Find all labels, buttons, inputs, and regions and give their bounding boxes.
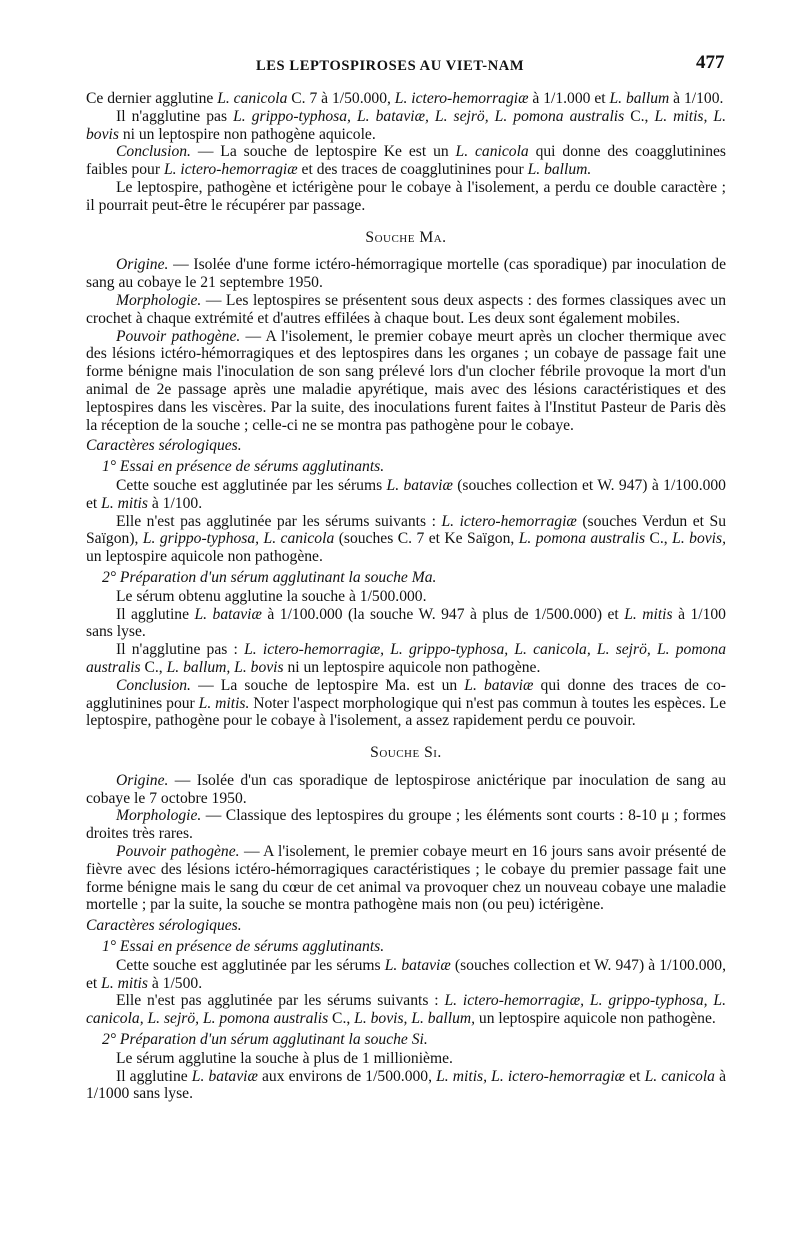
paragraph-si-essai-agglutinee: Cette souche est agglutinée par les sérums L. bataviæ (souches collection et W. 947) à 1/100.000, et L. mitis à 1/500. bbox=[86, 956, 726, 992]
paragraph-si-origine: Origine. — Isolée d'un cas sporadique de leptospirose anictérique par inoculation de sang au cobaye le 7 octobre 1950. bbox=[86, 771, 726, 807]
paragraph-ke-agglutination: Ce dernier agglutine L. canicola C. 7 à 1/50.000, L. ictero-hemorragiæ à 1/1.000 et L. ballum à 1/100. bbox=[86, 90, 724, 107]
subheading-ma-preparation: 2° Préparation d'un sérum agglutinant la souche Ma. bbox=[102, 568, 437, 586]
header-title: LES LEPTOSPIROSES AU VIET-NAM bbox=[256, 58, 525, 74]
paragraph-ke-conclusion: Conclusion. — La souche de leptospire Ke est un L. canicola qui donne des coagglutinines faibles pour L. ictero-hemorragiæ et des traces de coagglutinines pour L. ballum. bbox=[86, 143, 726, 179]
subheading-ma-caracteres: Caractères sérologiques. bbox=[86, 437, 242, 455]
subheading-si-preparation: 2° Préparation d'un sérum agglutinant la souche Si. bbox=[102, 1031, 428, 1049]
paragraph-ma-serum-obtenu: Le sérum obtenu agglutine la souche à 1/500.000. bbox=[116, 587, 427, 605]
paragraph-ke-non-agglutination: Il n'agglutine pas L. grippo-typhosa, L. bataviæ, L. sejrö, L. pomona australis C., L. mitis, L. bovis ni un leptospire non pathogène aquicole. bbox=[86, 107, 726, 143]
section-title-souche-si: Souche Si. bbox=[370, 744, 442, 762]
paragraph-ma-conclusion: Conclusion. — La souche de leptospire Ma. est un L. bataviæ qui donne des traces de co-agglutinines pour L. mitis. Noter l'aspect morphologique qui n'est pas commun à toutes les espèces. Le leptospire, pathogène pour le cobaye à l'isolement, a assez rapidement perdu ce pouvoir. bbox=[86, 676, 726, 730]
paragraph-si-morphologie: Morphologie. — Classique des leptospires du groupe ; les éléments sont courts : 8-10 μ ; formes droites très rares. bbox=[86, 807, 726, 843]
paragraph-si-serum-agglutine: Il agglutine L. bataviæ aux environs de 1/500.000, L. mitis, L. ictero-hemorragiæ et L. canicola à 1/1000 sans lyse. bbox=[86, 1067, 726, 1103]
running-header bbox=[0, 54, 800, 78]
paragraph-ma-essai-agglutinee: Cette souche est agglutinée par les sérums L. bataviæ (souches collection et W. 947) à 1/100.000 et L. mitis à 1/100. bbox=[86, 476, 726, 512]
subheading-si-essai: 1° Essai en présence de sérums agglutinants. bbox=[102, 938, 385, 956]
paragraph-ma-essai-non-agglutinee: Elle n'est pas agglutinée par les sérums suivants : L. ictero-hemorragiæ (souches Verdun et Su Saïgon), L. grippo-typhosa, L. canicola (souches C. 7 et Ke Saïgon, L. pomona australis C., L. bovis, un leptospire aquicole non pathogène. bbox=[86, 512, 727, 566]
paragraph-ma-origine: Origine. — Isolée d'une forme ictéro-hémorragique mortelle (cas sporadique) par inoculation de sang au cobaye le 21 septembre 1950. bbox=[86, 256, 726, 292]
paragraph-si-serum-obtenu: Le sérum agglutine la souche à plus de 1 millionième. bbox=[116, 1049, 453, 1067]
paragraph-ma-morphologie: Morphologie. — Les leptospires se présentent sous deux aspects : des formes classiques avec un crochet à chaque extrémité et d'autres effilées à chaque bout. Les deux sont également mobiles. bbox=[86, 291, 726, 327]
section-title-souche-ma: Souche Ma. bbox=[365, 228, 447, 246]
paragraph-si-essai-non-agglutinee: Elle n'est pas agglutinée par les sérums suivants : L. ictero-hemorragiæ, L. grippo-typhosa, L. canicola, L. sejrö, L. pomona australis C., L. bovis, L. ballum, un leptospire aquicole non pathogène. bbox=[86, 992, 726, 1028]
paragraph-ma-serum-non-agglutine: Il n'agglutine pas : L. ictero-hemorragiæ, L. grippo-typhosa, L. canicola, L. sejrö, L. pomona australis C., L. ballum, L. bovis ni un leptospire aquicole non pathogène. bbox=[86, 641, 727, 676]
paragraph-ma-pouvoir-pathogene: Pouvoir pathogène. — A l'isolement, le premier cobaye meurt après un clocher thermique avec des lésions ictéro-hémorragiques et des leptospires dans les organes ; un cobaye de passage fait une forme bénigne mais l'inoculation de son sang prélevé lors d'un clocher fébrile provoque la mort d'un animal de 2e passage après une maladie apyrétique, mais avec des lésions caractéristiques et des leptospires dans les viscères. Par la suite, des inoculations furent faites à l'Institut Pasteur de Paris dès la réception de la souche ; celle-ci ne se montra pas pathogène pour le cobaye. bbox=[86, 327, 727, 434]
paragraph-si-pouvoir-pathogene: Pouvoir pathogène. — A l'isolement, le premier cobaye meurt en 16 jours sans avoir présenté de fièvre avec des lésions ictéro-hémorragiques caractéristiques ; le cobaye du premier passage fait une forme bénigne mais le sang du cœur de cet animal va provoquer chez un nouveau cobaye une maladie mortelle ; par la suite, la souche se montra pathogène mais non (ou peu) ictérigène. bbox=[86, 843, 726, 914]
subheading-si-caracteres: Caractères sérologiques. bbox=[86, 917, 242, 935]
paragraph-ke-note: Le leptospire, pathogène et ictérigène pour le cobaye à l'isolement, a perdu ce double caractère ; il pourrait peut-être le récupérer par passage. bbox=[86, 178, 726, 214]
page-number: 477 bbox=[696, 52, 725, 73]
subheading-ma-essai: 1° Essai en présence de sérums agglutinants. bbox=[102, 458, 385, 476]
paragraph-ma-serum-agglutine: Il agglutine L. bataviæ à 1/100.000 (la souche W. 947 à plus de 1/500.000) et L. mitis à 1/100 sans lyse. bbox=[86, 605, 726, 641]
text-body bbox=[86, 90, 726, 1103]
